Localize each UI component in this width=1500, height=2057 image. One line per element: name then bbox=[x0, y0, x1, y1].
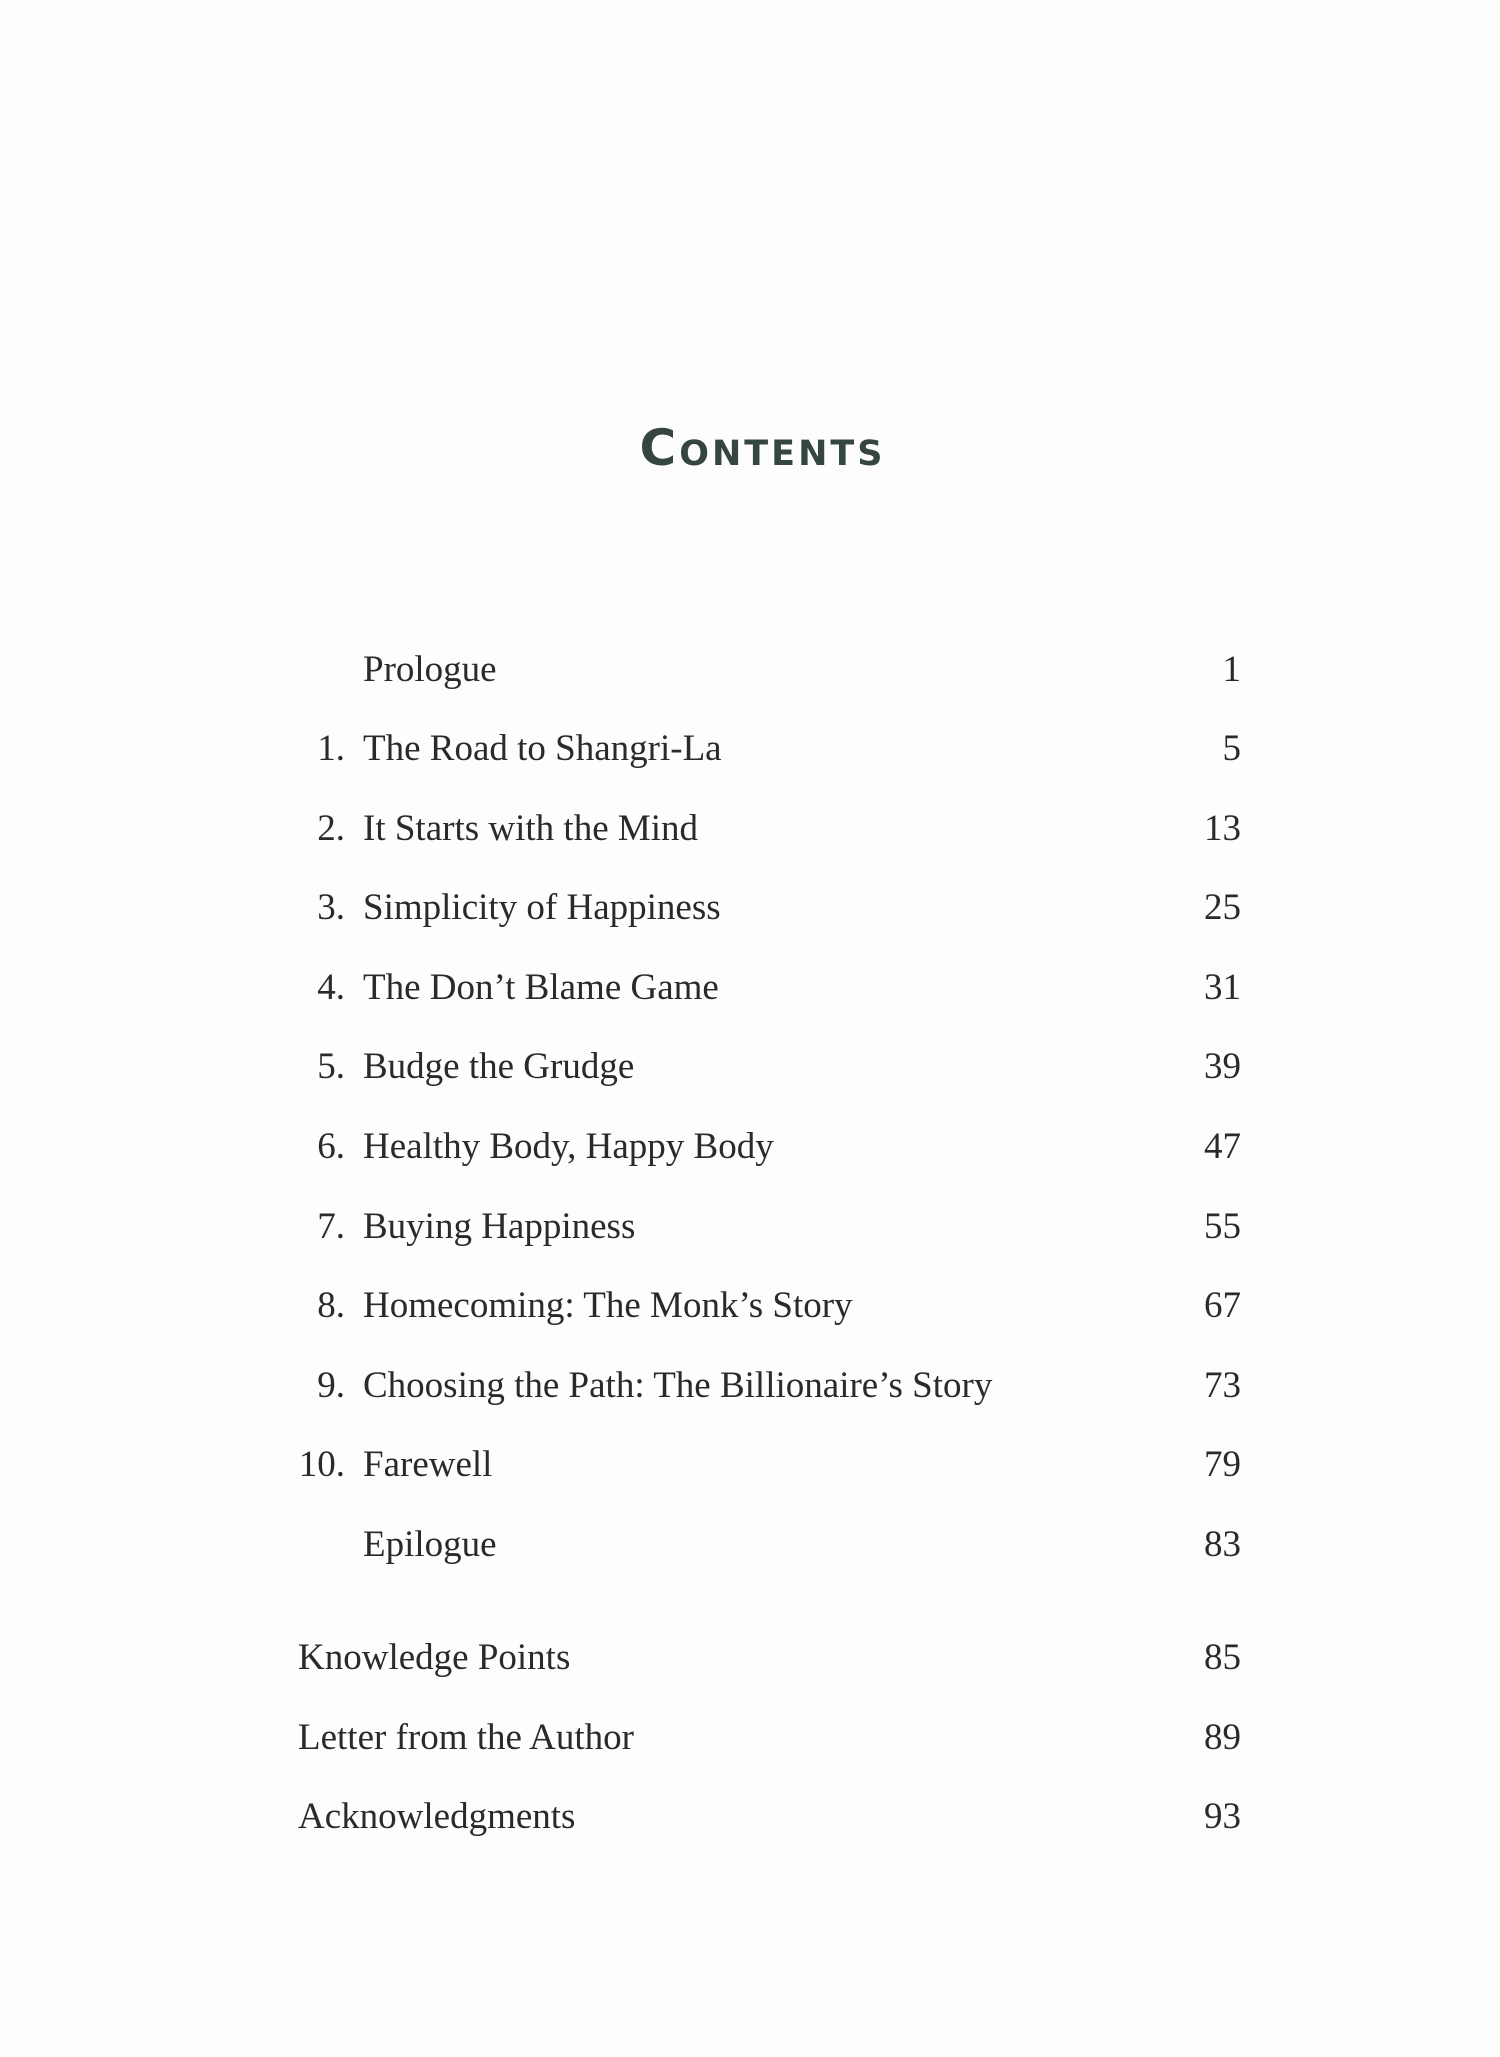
entry-title: Letter from the Author bbox=[298, 1717, 634, 1758]
entry-page-number: 79 bbox=[1204, 1444, 1241, 1485]
toc-entry-letter-from-author bbox=[0, 1708, 1500, 1768]
entry-title: Simplicity of Happiness bbox=[363, 887, 721, 928]
entry-title: Budge the Grudge bbox=[363, 1046, 635, 1087]
toc-entry-prologue bbox=[0, 640, 1500, 700]
toc-entry-chapter-9 bbox=[0, 1356, 1500, 1416]
toc-entry-chapter-8 bbox=[0, 1276, 1500, 1336]
entry-page-number: 5 bbox=[1222, 728, 1241, 769]
entry-page-number: 55 bbox=[1204, 1206, 1241, 1247]
entry-title: Farewell bbox=[363, 1444, 493, 1485]
toc-entry-chapter-4 bbox=[0, 958, 1500, 1018]
toc-entry-chapter-1 bbox=[0, 719, 1500, 779]
entry-title: Acknowledgments bbox=[298, 1796, 576, 1837]
entry-page-number: 85 bbox=[1204, 1637, 1241, 1678]
entry-page-number: 89 bbox=[1204, 1717, 1241, 1758]
entry-number: 10. bbox=[298, 1444, 345, 1485]
entry-page-number: 13 bbox=[1204, 808, 1241, 849]
entry-page-number: 1 bbox=[1222, 649, 1241, 690]
entry-number: 3. bbox=[317, 887, 345, 928]
toc-entry-knowledge-points bbox=[0, 1628, 1500, 1688]
toc-entry-chapter-2 bbox=[0, 799, 1500, 859]
entry-title: It Starts with the Mind bbox=[363, 808, 699, 849]
entry-page-number: 67 bbox=[1204, 1285, 1241, 1326]
entry-number: 4. bbox=[317, 967, 345, 1008]
entry-number: 7. bbox=[317, 1206, 345, 1247]
entry-page-number: 73 bbox=[1204, 1365, 1241, 1406]
entry-title: Prologue bbox=[363, 649, 497, 690]
entry-page-number: 31 bbox=[1204, 967, 1241, 1008]
entry-page-number: 25 bbox=[1204, 887, 1241, 928]
entry-title: Homecoming: The Monk’s Story bbox=[363, 1285, 853, 1326]
entry-number: 2. bbox=[317, 808, 345, 849]
toc-entry-chapter-6 bbox=[0, 1117, 1500, 1177]
entry-title: Knowledge Points bbox=[298, 1637, 571, 1678]
toc-entry-chapter-3 bbox=[0, 878, 1500, 938]
entry-title: Buying Happiness bbox=[363, 1206, 636, 1247]
entry-title: Healthy Body, Happy Body bbox=[363, 1126, 774, 1167]
toc-entry-epilogue bbox=[0, 1515, 1500, 1575]
entry-title: Choosing the Path: The Billionaire’s Story bbox=[363, 1365, 993, 1406]
entry-page-number: 93 bbox=[1204, 1796, 1241, 1837]
toc-entry-chapter-10 bbox=[0, 1435, 1500, 1495]
entry-title: The Don’t Blame Game bbox=[363, 967, 719, 1008]
entry-title: The Road to Shangri-La bbox=[363, 728, 722, 769]
entry-title: Epilogue bbox=[363, 1524, 497, 1565]
entry-number: 5. bbox=[317, 1046, 345, 1087]
page-title: Contents bbox=[639, 419, 886, 477]
entry-number: 8. bbox=[317, 1285, 345, 1326]
entry-page-number: 39 bbox=[1204, 1046, 1241, 1087]
entry-page-number: 83 bbox=[1204, 1524, 1241, 1565]
entry-number: 1. bbox=[317, 728, 345, 769]
entry-page-number: 47 bbox=[1204, 1126, 1241, 1167]
toc-entry-acknowledgments bbox=[0, 1787, 1500, 1847]
toc-entry-chapter-5 bbox=[0, 1037, 1500, 1097]
entry-number: 6. bbox=[317, 1126, 345, 1167]
toc-entry-chapter-7 bbox=[0, 1197, 1500, 1257]
entry-number: 9. bbox=[317, 1365, 345, 1406]
